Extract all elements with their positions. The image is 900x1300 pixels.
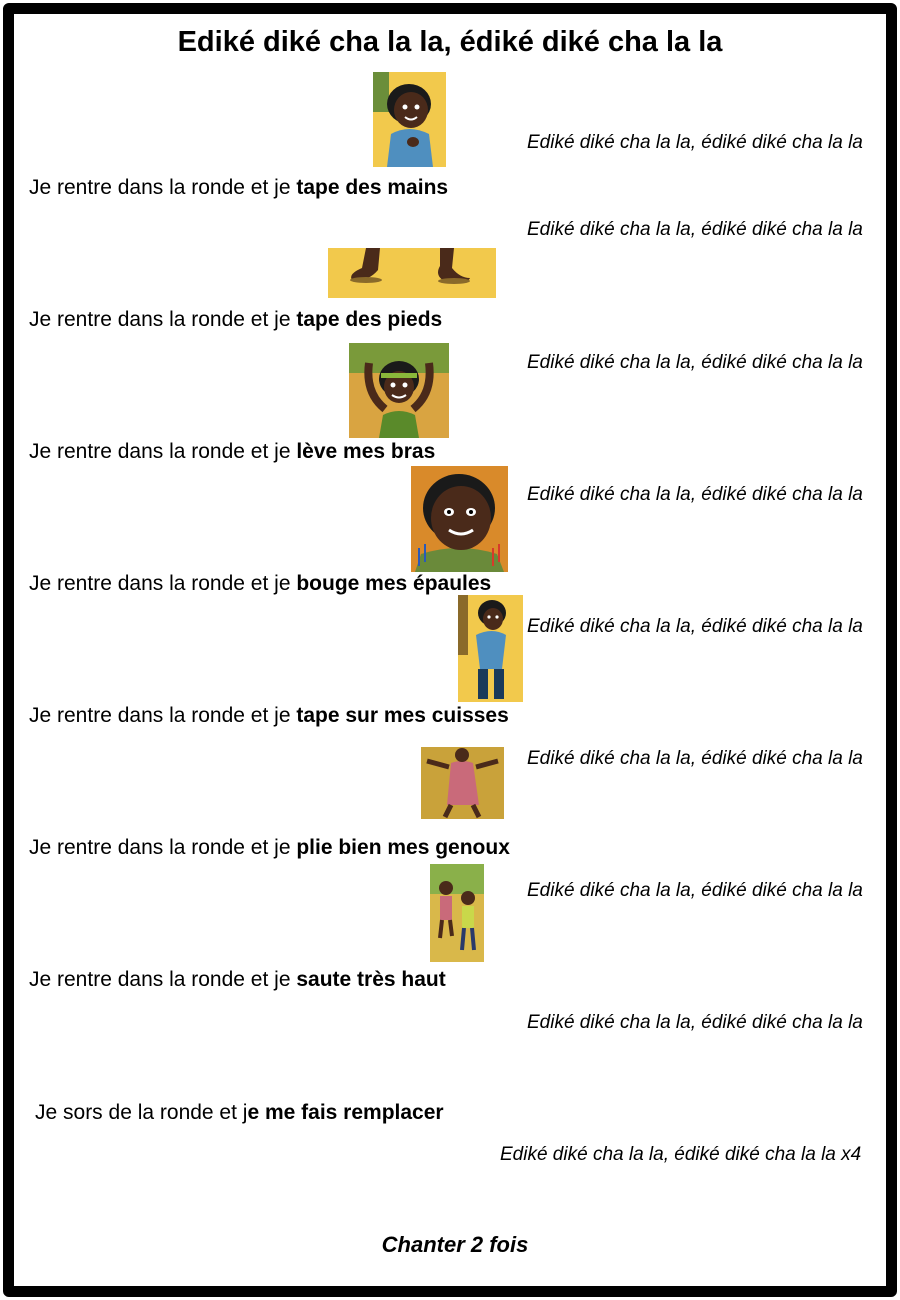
footer-instruction: Chanter 2 fois	[381, 1232, 529, 1257]
verse-line	[29, 176, 448, 200]
verse-action: plie bien mes genoux	[296, 836, 510, 859]
song-title: Ediké diké cha la la, édiké diké cha la la	[177, 26, 723, 58]
verse-lead: Je rentre dans la ronde et je	[29, 572, 297, 595]
verse-action: tape des mains	[296, 176, 449, 199]
verse-line	[29, 308, 442, 332]
refrain-line: Ediké diké cha la la, édiké diké cha la la	[527, 1012, 863, 1033]
verse-lead: Je rentre dans la ronde et je	[29, 440, 297, 463]
verse-action: tape sur mes cuisses	[296, 704, 509, 727]
refrain-line: Ediké diké cha la la, édiké diké cha la la	[527, 219, 863, 240]
final-refrain-line: Ediké diké cha la la, édiké diké cha la la x4	[500, 1144, 862, 1165]
verse-action: e me fais remplacer	[247, 1101, 444, 1124]
verse-lead: Je sors de la ronde et j	[35, 1101, 248, 1124]
shoulders-girl-illustration	[411, 466, 508, 572]
verse-line	[29, 968, 446, 992]
verse-line	[29, 704, 509, 728]
jumping-children-illustration	[430, 864, 484, 962]
verse-line	[29, 440, 435, 464]
raised-arms-girl-illustration	[349, 343, 449, 438]
refrain-line: Ediké diké cha la la, édiké diké cha la la	[527, 748, 863, 769]
verse-line	[29, 836, 510, 860]
refrain-line: Ediké diké cha la la, édiké diké cha la la	[527, 484, 863, 505]
verse-action: saute très haut	[296, 968, 446, 991]
bent-knees-dancer-illustration	[421, 747, 504, 819]
verse-lead: Je rentre dans la ronde et je	[29, 704, 297, 727]
verse-line	[29, 572, 491, 596]
verse-lead: Je rentre dans la ronde et je	[29, 176, 297, 199]
stamping-feet-illustration	[328, 248, 496, 298]
verse-lead: Je rentre dans la ronde et je	[29, 308, 297, 331]
verse-action: tape des pieds	[296, 308, 443, 331]
refrain-line: Ediké diké cha la la, édiké diké cha la la	[527, 880, 863, 901]
verse-action: bouge mes épaules	[296, 572, 492, 595]
verse-action: lève mes bras	[296, 440, 436, 463]
verse-lead: Je rentre dans la ronde et je	[29, 968, 297, 991]
thigh-slap-girl-illustration	[458, 595, 523, 702]
final-verse-line	[35, 1101, 444, 1125]
clapping-girl-illustration	[373, 72, 446, 167]
verse-lead: Je rentre dans la ronde et je	[29, 836, 297, 859]
refrain-line: Ediké diké cha la la, édiké diké cha la la	[527, 352, 863, 373]
refrain-line: Ediké diké cha la la, édiké diké cha la la	[527, 132, 863, 153]
refrain-line: Ediké diké cha la la, édiké diké cha la la	[527, 616, 863, 637]
